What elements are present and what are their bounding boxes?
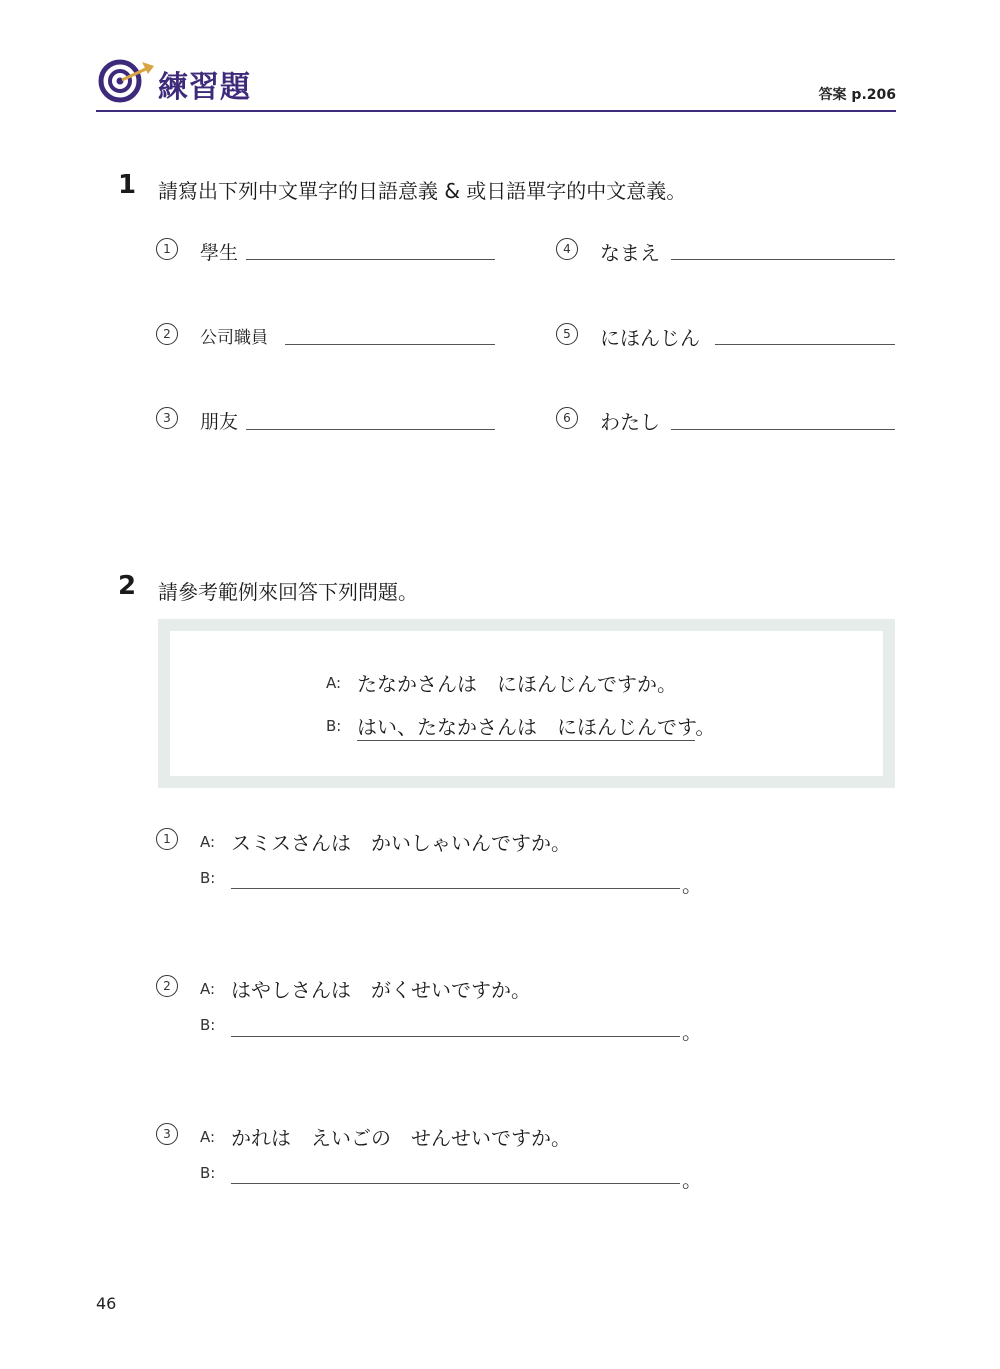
vocab-word: なまえ [600, 241, 660, 265]
question-number: 3 [156, 1123, 178, 1145]
example-answer-end: 。 [695, 715, 716, 739]
section-2-number: 2 [118, 571, 137, 601]
answer-line[interactable] [671, 259, 895, 260]
answer-line[interactable] [246, 259, 495, 260]
answer-line[interactable] [715, 344, 895, 345]
answer-end-mark: 。 [682, 873, 702, 897]
page-number: 46 [96, 1294, 117, 1313]
vocab-word: 學生 [200, 242, 239, 264]
question-text: かれは えいごの せんせいですか。 [231, 1126, 571, 1150]
item-number: 5 [556, 323, 578, 345]
section-1-number: 1 [118, 170, 137, 200]
answer-reference: 答案 p.206 [818, 87, 896, 103]
question-number: 2 [156, 975, 178, 997]
item-number: 3 [156, 407, 178, 429]
question-number: 1 [156, 828, 178, 850]
example-box-inner [170, 631, 883, 776]
speaker-b-label: B: [200, 1164, 216, 1182]
header-divider [96, 110, 896, 112]
item-number: 6 [556, 407, 578, 429]
target-arrow-icon [98, 56, 158, 106]
answer-line[interactable] [246, 429, 495, 430]
answer-end-mark: 。 [682, 1168, 702, 1192]
question-text: スミスさんは かいしゃいんですか。 [231, 831, 571, 855]
speaker-a-label: A: [326, 674, 342, 692]
speaker-a-label: A: [200, 1128, 216, 1146]
page-title: 練習題 [158, 70, 251, 105]
answer-line[interactable] [671, 429, 895, 430]
item-number: 4 [556, 238, 578, 260]
example-answer-row [357, 711, 715, 740]
answer-line[interactable] [231, 888, 680, 889]
speaker-a-label: A: [200, 980, 216, 998]
answer-line[interactable] [231, 1183, 680, 1184]
section-2-instruction: 請參考範例來回答下列問題。 [158, 580, 418, 604]
answer-line[interactable] [285, 344, 495, 345]
speaker-b-label: B: [200, 1016, 216, 1034]
speaker-b-label: B: [200, 869, 216, 887]
section-1-instruction: 請寫出下列中文單字的日語意義 & 或日語單字的中文意義。 [158, 179, 687, 203]
speaker-a-label: A: [200, 833, 216, 851]
example-question: たなかさんは にほんじんですか。 [357, 672, 677, 696]
answer-end-mark: 。 [682, 1020, 702, 1044]
example-answer: はい、たなかさんは にほんじんです [357, 715, 696, 739]
vocab-word: 朋友 [200, 411, 239, 433]
vocab-word: にほんじん [600, 326, 700, 350]
speaker-b-label: B: [326, 717, 342, 735]
question-text: はやしさんは がくせいですか。 [231, 978, 531, 1002]
item-number: 1 [156, 238, 178, 260]
answer-line[interactable] [231, 1036, 680, 1037]
vocab-word: わたし [600, 410, 660, 434]
vocab-word: 公司職員 [200, 328, 268, 348]
item-number: 2 [156, 323, 178, 345]
